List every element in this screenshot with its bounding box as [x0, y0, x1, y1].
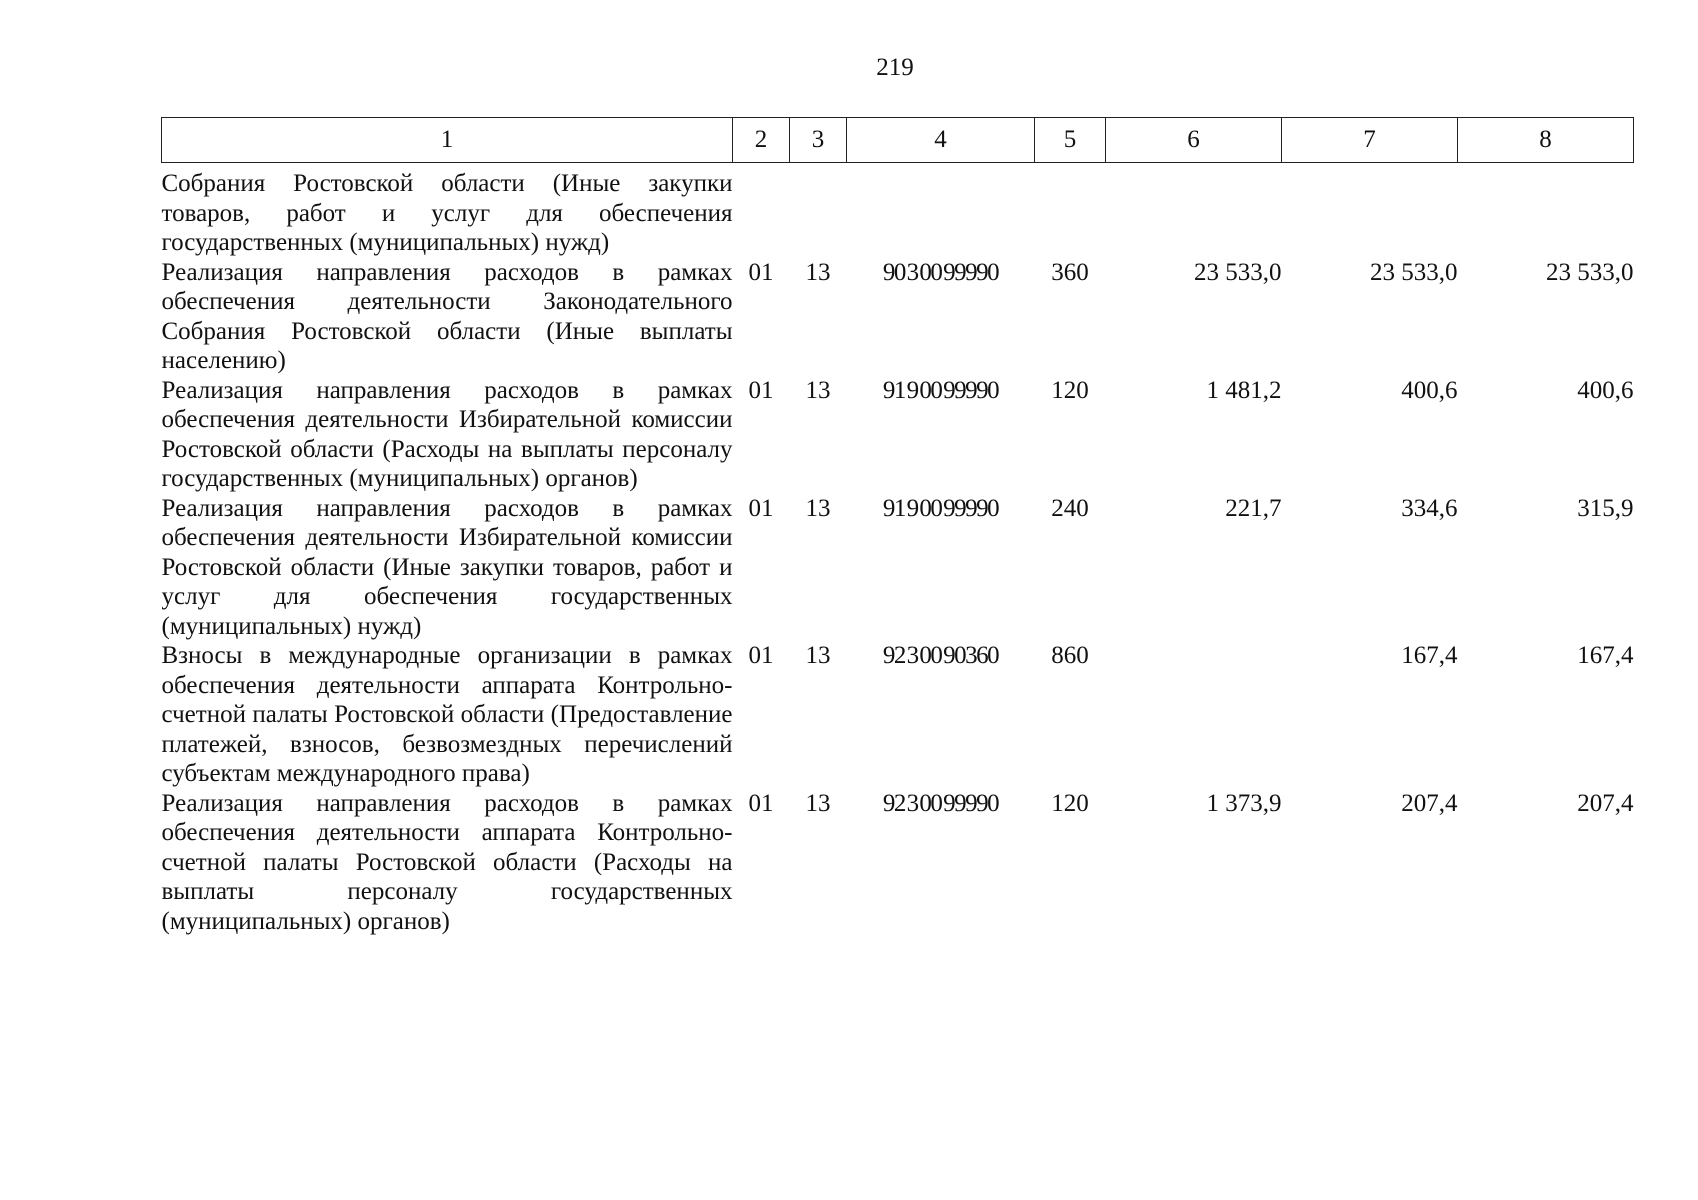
amount-col-7: 400,6	[1401, 376, 1458, 404]
table-row	[162, 494, 1634, 642]
amount-col-8: 207,4	[1577, 789, 1634, 817]
column-header-4: 4	[847, 118, 1035, 163]
section-code: 01	[748, 789, 774, 817]
expense-type-code: 360	[1051, 258, 1089, 286]
table-row	[162, 641, 1634, 789]
amount-col-7: 334,6	[1401, 494, 1458, 522]
expense-type-code: 860	[1051, 642, 1089, 669]
amount-col-6	[1106, 641, 1282, 789]
subsection-code: 13	[805, 789, 831, 817]
section-code: 01	[748, 258, 774, 286]
expense-type-code: 240	[1051, 494, 1089, 522]
amount-col-7: 23 533,0	[1370, 258, 1458, 286]
amount-col-7: 167,4	[1401, 642, 1458, 669]
amount-col-8: 400,6	[1577, 376, 1634, 404]
amount-col-6: 1 373,9	[1206, 789, 1282, 817]
subsection-code: 13	[805, 258, 831, 286]
amount-col-8: 23 533,0	[1546, 258, 1634, 286]
row-description: Реализация направления расходов в рамках обеспечения деятельности Избирательной комиссии Ростовской области (Расходы на выплаты персоналу государственных (муниципальных) органов)	[161, 376, 733, 492]
amount-col-7	[1282, 163, 1458, 258]
amount-col-6: 1 481,2	[1206, 376, 1282, 404]
target-article-code: 92 3 00 99990	[882, 789, 999, 817]
header-row	[162, 118, 1634, 163]
section-code: 01	[748, 494, 774, 522]
expense-type-code: 120	[1051, 789, 1089, 817]
column-header-1: 1	[162, 118, 733, 163]
row-description: Взносы в международные организации в рамках обеспечения деятельности аппарата Контрольно-счетной палаты Ростовской области (Предоставление платежей, взносов, безвозмездных перечислений субъектам международного права)	[161, 642, 733, 787]
amount-col-8: 167,4	[1577, 642, 1634, 669]
subsection-code: 13	[805, 642, 831, 669]
subsection-code: 13	[805, 494, 831, 522]
target-article-code: 91 9 00 99990	[882, 494, 999, 522]
amount-col-8	[1458, 163, 1634, 258]
table-row	[162, 376, 1634, 494]
target-article-code: 90 3 00 99990	[882, 258, 999, 286]
row-description: Реализация направления расходов в рамках обеспечения деятельности аппарата Контрольно-счетной палаты Ростовской области (Расходы на выплаты персоналу государственных (муниципальных) органов)	[161, 789, 733, 935]
budget-table	[161, 117, 1634, 936]
row-description: Собрания Ростовской области (Иные закупки товаров, работ и услуг для обеспечения государственных (муниципальных) нужд)	[161, 170, 733, 256]
row-description: Реализация направления расходов в рамках обеспечения деятельности Законодательного Собрания Ростовской области (Иные выплаты населению)	[161, 258, 733, 374]
section-code: 01	[748, 376, 774, 404]
column-header-3: 3	[790, 118, 847, 163]
row-description: Реализация направления расходов в рамках обеспечения деятельности Избирательной комиссии Ростовской области (Иные закупки товаров, работ и услуг для обеспечения государственных (муниципальных) нужд)	[161, 494, 733, 640]
subsection-code	[790, 163, 847, 258]
column-header-8: 8	[1458, 118, 1634, 163]
column-header-5: 5	[1035, 118, 1106, 163]
table-row	[162, 789, 1634, 937]
target-article-code: 91 9 00 99990	[882, 376, 999, 404]
target-article-code: 92 3 00 90360	[882, 642, 999, 669]
expense-type-code	[1035, 163, 1106, 258]
column-header-2: 2	[733, 118, 790, 163]
column-header-7: 7	[1282, 118, 1458, 163]
amount-col-6: 23 533,0	[1194, 258, 1282, 286]
section-code: 01	[748, 642, 774, 669]
amount-col-6: 221,7	[1225, 494, 1282, 522]
amount-col-8: 315,9	[1577, 494, 1634, 522]
subsection-code: 13	[805, 376, 831, 404]
target-article-code	[847, 163, 1035, 258]
amount-col-7: 207,4	[1401, 789, 1458, 817]
table-row	[162, 163, 1634, 258]
expense-type-code: 120	[1051, 376, 1089, 404]
section-code	[733, 163, 790, 258]
amount-col-6	[1106, 163, 1282, 258]
page-number: 219	[876, 54, 914, 81]
table-row	[162, 258, 1634, 376]
column-header-6: 6	[1106, 118, 1282, 163]
